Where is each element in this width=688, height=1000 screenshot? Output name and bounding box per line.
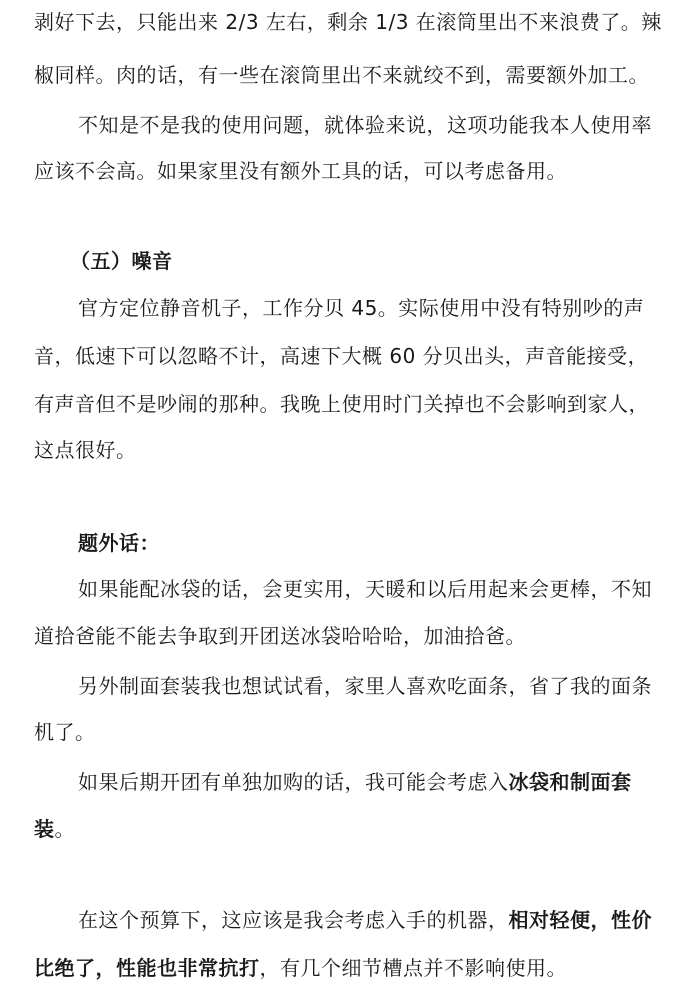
paragraph-line <box>34 816 75 842</box>
paragraph-line: 音，低速下可以忽略不计，高速下大概 60 分贝出头，声音能接受， <box>34 344 649 368</box>
paragraph-line: 道拾爸能不能去争取到开团送冰袋哈哈哈，加油拾爸。 <box>34 624 526 648</box>
text-emphasis: 相对轻便，性价 <box>508 908 652 932</box>
paragraph-line: 剥好下去，只能出来 2/3 左右，剩余 1/3 在滚筒里出不来浪费了。辣 <box>34 10 662 34</box>
text-normal: 。 <box>54 817 75 841</box>
text-emphasis: 冰袋和制面套 <box>508 770 632 794</box>
paragraph-line: 官方定位静音机子，工作分贝 45。实际使用中没有特别吵的声 <box>78 296 645 320</box>
paragraph-line: 如果能配冰袋的话，会更实用，天暖和以后用起来会更棒，不知 <box>78 577 652 601</box>
paragraph-line: 有声音但不是吵闹的那种。我晚上使用时门关掉也不会影响到家人， <box>34 392 649 416</box>
paragraph-line: 另外制面套装我也想试试看，家里人喜欢吃面条，省了我的面条 <box>78 674 652 698</box>
paragraph-line: 不知是不是我的使用问题，就体验来说，这项功能我本人使用率 <box>78 113 652 137</box>
section-heading-extra: 题外话： <box>78 531 160 555</box>
paragraph-line <box>78 769 632 795</box>
text-emphasis: 装 <box>34 817 55 841</box>
paragraph-line: 机了。 <box>34 720 96 744</box>
paragraph-line: 应该不会高。如果家里没有额外工具的话，可以考虑备用。 <box>34 159 567 183</box>
section-heading-noise: （五）噪音 <box>70 249 173 273</box>
paragraph-line: 椒同样。肉的话，有一些在滚筒里出不来就绞不到，需要额外加工。 <box>34 63 649 87</box>
text-normal: 如果后期开团有单独加购的话，我可能会考虑入 <box>78 770 509 794</box>
text-normal: ，有几个细节槽点并不影响使用。 <box>259 956 567 980</box>
paragraph-line: 这点很好。 <box>34 438 137 462</box>
paragraph-line <box>78 907 652 933</box>
text-emphasis: 比绝了，性能也非常抗打 <box>34 956 260 980</box>
text-normal: 在这个预算下，这应该是我会考虑入手的机器， <box>78 908 509 932</box>
paragraph-line <box>34 955 567 981</box>
